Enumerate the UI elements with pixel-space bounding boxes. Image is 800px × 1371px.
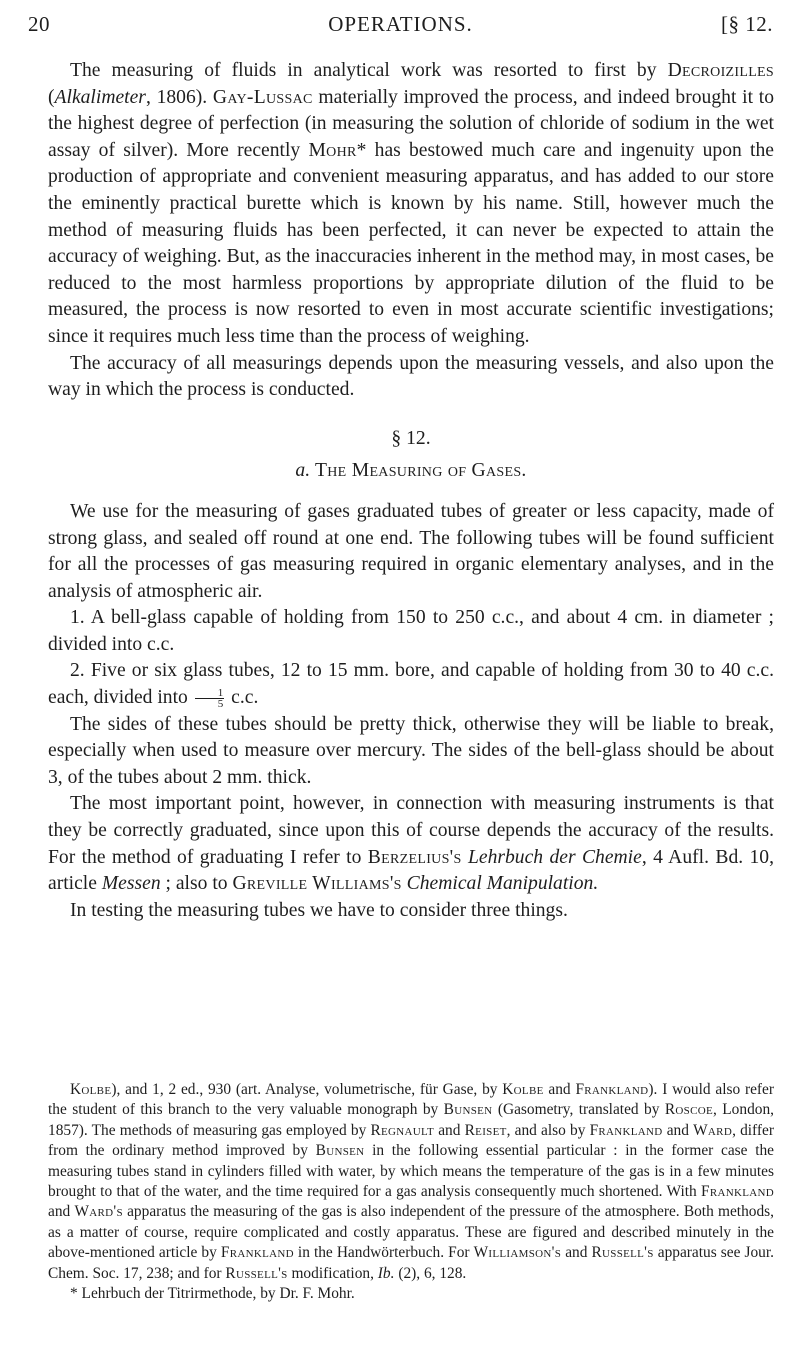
text-run: 2. Five or six glass tubes, 12 to 15 mm. bore, and capable of holding from 30 to 40 c.c. each, divided into [48, 660, 774, 709]
author-name: Russell's [225, 1264, 288, 1282]
text-run: and [48, 1203, 75, 1221]
intro-paragraph-2: The accuracy of all measurings depends upon the measuring vessels, and also upon the way in which the process is conducted. [48, 352, 774, 401]
author-name: Berzelius's [367, 846, 462, 868]
author-name: Frankland [220, 1244, 294, 1262]
text-run: * has bestowed much care and ingenuity upon the production of appropriate and convenient measuring apparatus, and has added to our store the eminently practical burette which is known by his name. Still, however much the method of measuring fluids has been perfected, it can never be expected to attain the accuracy of weighing. But, as the inaccuracies inherent in the method may, in most cases, be reduced to the most harmless proportions by appropriate dilution of the fluid to be measured, the process is now resorted to even in most accurate scientific investigations; since it requires much less time than the process of weighing. [48, 139, 774, 347]
section-reference: [§ 12. [721, 12, 773, 36]
ibid-reference: Ib. [377, 1264, 395, 1282]
author-name: Bunsen [315, 1142, 365, 1160]
text-run: , differ from the ordinary method improved by [48, 1121, 774, 1160]
text-run: The measuring of fluids in analytical work was resorted to first by [70, 60, 668, 81]
author-name: Gay-Lussac [212, 86, 313, 108]
author-name: Reiset [464, 1121, 507, 1139]
footnote-mohr: * Lehrbuch der Titrirmethode, by Dr. F. Mohr. [70, 1285, 355, 1303]
page-number: 20 [28, 12, 50, 36]
footnote-continuation [48, 1080, 774, 1284]
text-run: apparatus the measuring of the gas is also independent of the pressure of the atmosphere. Both methods, as a matter of course, require complicated and costly apparatus. These are figured and described minutely in the above-mentioned article by [48, 1203, 774, 1262]
list-item-1: 1. A bell-glass capable of holding from 150 to 250 c.c., and about 4 cm. in diameter ; divided into c.c. [48, 607, 774, 655]
author-name: Greville Williams's [232, 873, 402, 895]
text-run: , London, 1857). The methods of measuring gas employed by [48, 1101, 775, 1139]
section-title [48, 458, 774, 485]
text-run: (2), 6, 128. [394, 1264, 467, 1282]
main-text [48, 58, 774, 924]
gases-paragraph-4: In testing the measuring tubes we have to consider three things. [70, 899, 568, 921]
list-item-2 [48, 658, 774, 711]
author-name: Frankland [701, 1183, 774, 1201]
author-name: Russell's [591, 1244, 654, 1262]
fraction-numerator: 1 [195, 688, 225, 699]
work-title: Chemical Manipulation. [406, 873, 599, 895]
text-run: The most important point, however, in connection with measuring instruments is that they be correctly graduated, since upon this of course depends the accuracy of the results. For the method of graduating I refer to [48, 793, 774, 868]
fraction [195, 688, 225, 709]
intro-paragraph-1 [48, 58, 774, 351]
section-number: § 12. [391, 427, 431, 449]
gases-paragraph-3 [48, 791, 774, 897]
author-name: Bunsen [443, 1101, 493, 1119]
work-title: Alkalimeter [54, 86, 146, 108]
author-name: Kolbe [502, 1081, 544, 1098]
text-run: , 1806). [145, 86, 213, 108]
author-name: Ward's [74, 1203, 123, 1221]
text-run: and [662, 1121, 694, 1139]
author-name: Frankland [589, 1121, 663, 1139]
text-run: ), and 1, 2 ed., 930 (art. Analyse, volumetrische, für Gase, by [111, 1081, 503, 1098]
text-run: in the following essential particular : in the former case the measuring tubes stand in cylinders filled with water, by which means the temperature of the gas is in a few minutes brought to that of the water, and the time required for a gas analysis consequently much shortened. With [48, 1142, 775, 1201]
author-name: Mohr [308, 139, 357, 161]
text-run: apparatus see Jour. Chem. Soc. 17, 238; and for [48, 1244, 775, 1282]
text-run: , 4 Aufl. Bd. 10, article [48, 846, 775, 895]
work-title: Lehrbuch der Chemie [467, 846, 642, 868]
footnotes [48, 1080, 774, 1304]
author-name: Williamson's [473, 1244, 562, 1262]
author-name: Roscoe [664, 1101, 713, 1119]
text-run: and [434, 1121, 465, 1139]
author-name: Ward [693, 1121, 733, 1139]
text-run: ( [48, 86, 55, 108]
running-title: OPERATIONS. [328, 12, 473, 36]
section-letter: a. [295, 460, 311, 482]
text-run: modification, [287, 1264, 378, 1282]
section-title-text: The Measuring of Gases. [315, 460, 527, 482]
text-run: materially improved the process, and indeed brought it to the highest degree of perfection (in measuring the solution of chloride of sodium in the wet assay of silver). More recently [48, 86, 774, 161]
gases-paragraph-1: We use for the measuring of gases graduated tubes of greater or less capacity, made of strong glass, and sealed off round at one end. The following tubes will be found sufficient for all the processes of gas measuring required in organic elementary analyses, and in the analysis of atmospheric air. [48, 500, 774, 602]
page-header [28, 8, 773, 44]
work-title: Messen [101, 873, 161, 895]
text-run: and [543, 1081, 576, 1098]
author-name: Regnault [370, 1121, 435, 1139]
author-name: Decroizilles [667, 60, 774, 81]
author-name: Frankland [575, 1081, 649, 1098]
text-run: (Gasometry, translated by [492, 1101, 665, 1119]
text-run: and [561, 1244, 592, 1262]
text-run: ). I would also refer the student of this branch to the very valuable monograph by [48, 1081, 775, 1119]
gases-paragraph-2: The sides of these tubes should be pretty thick, otherwise they will be liable to break, especially when used to measure over mercury. The sides of the bell-glass should be about 3, of the tubes about 2 mm. thick. [48, 713, 774, 788]
text-run: in the Handwörterbuch. For [293, 1244, 474, 1262]
text-run: c.c. [231, 687, 259, 709]
author-name: Kolbe [70, 1081, 112, 1098]
fraction-denominator: 5 [217, 698, 224, 711]
text-run: ; also to [160, 873, 233, 895]
text-run: , and also by [506, 1121, 590, 1139]
